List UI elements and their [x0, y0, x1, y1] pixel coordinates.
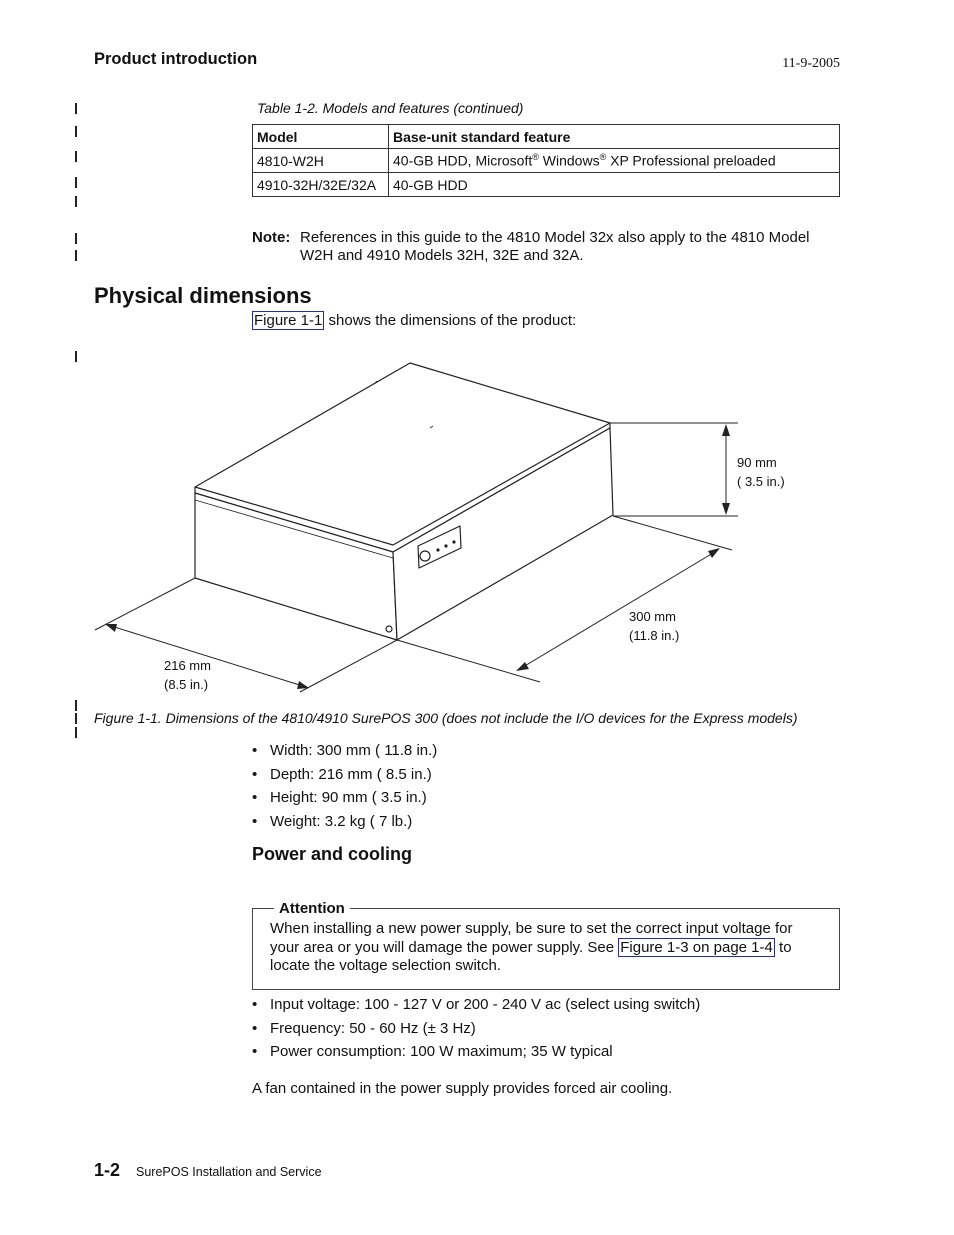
table-cell-feature: 40-GB HDD	[389, 173, 840, 197]
column-header: Model	[253, 125, 389, 149]
table-cell-feature: 40-GB HDD, Microsoft® Windows® XP Professional preloaded	[389, 149, 840, 173]
list-item: • Width: 300 mm ( 11.8 in.)	[252, 742, 437, 766]
attention-text: When installing a new power supply, be sure to set the correct input voltage for your area or you will damage the power supply. See Figure 1-3 on page 1-4 to locate the voltage selection switch.	[270, 920, 793, 974]
arrow-head	[516, 662, 529, 671]
list-item: • Weight: 3.2 kg ( 7 lb.)	[252, 813, 437, 837]
list-item: • Depth: 216 mm ( 8.5 in.)	[252, 766, 437, 790]
dimensions-list	[252, 742, 437, 836]
change-bar	[75, 713, 77, 724]
arrow-head	[297, 681, 309, 689]
change-bar	[75, 126, 77, 137]
page-number: 1-2	[94, 1160, 121, 1180]
width-mm-label: 300 mm	[629, 609, 676, 624]
attention-label: Attention	[274, 900, 350, 917]
change-bar	[75, 233, 77, 244]
width-in-label: (11.8 in.)	[629, 628, 680, 643]
models-table	[252, 124, 840, 197]
table-cell-model: 4910-32H/32E/32A	[253, 173, 389, 197]
power-list	[252, 996, 700, 1067]
running-header-section: Product introduction	[94, 50, 258, 68]
note-text: References in this guide to the 4810 Model 32x also apply to the 4810 Model W2H and 4910 Models 32H, 32E and 32A.	[300, 229, 810, 264]
table-header-row	[253, 125, 840, 149]
table-cell-model: 4810-W2H	[253, 149, 389, 173]
depth-mm-label: 216 mm	[164, 658, 211, 673]
cooling-paragraph: A fan contained in the power supply provides forced air cooling.	[252, 1080, 673, 1097]
change-bar	[75, 151, 77, 162]
list-item: • Frequency: 50 - 60 Hz (± 3 Hz)	[252, 1020, 700, 1044]
depth-in-label: (8.5 in.)	[164, 677, 209, 692]
note-label: Note:	[252, 229, 291, 246]
table-row	[253, 149, 840, 173]
figure-link[interactable]: Figure 1-1	[254, 312, 323, 329]
section-heading: Physical dimensions	[94, 283, 312, 308]
arrow-head	[722, 424, 730, 436]
footer-title: SurePOS Installation and Service	[136, 1165, 322, 1179]
arrow-head	[708, 548, 720, 558]
change-bar	[75, 103, 77, 114]
dimensions-figure	[0, 350, 954, 710]
height-mm-label: 90 mm	[737, 455, 777, 470]
running-header-date: 11-9-2005	[782, 56, 840, 71]
list-item: • Input voltage: 100 - 127 V or 200 - 240 V ac (select using switch)	[252, 996, 700, 1020]
column-header: Base-unit standard feature	[389, 125, 840, 149]
change-bar	[75, 177, 77, 188]
subsection-heading: Power and cooling	[252, 844, 413, 864]
figure-intro: Figure 1-1 shows the dimensions of the product:	[254, 312, 577, 329]
table-row	[253, 173, 840, 197]
figure-link[interactable]: Figure 1-3 on page 1-4	[620, 938, 773, 956]
change-bar	[75, 250, 77, 261]
list-item: • Height: 90 mm ( 3.5 in.)	[252, 789, 437, 813]
arrow-head	[105, 624, 117, 632]
change-bar	[75, 196, 77, 207]
figure-caption: Figure 1-1. Dimensions of the 4810/4910 SurePOS 300 (does not include the I/O devices for the Express models)	[94, 710, 798, 726]
table-caption: Table 1-2. Models and features (continued)	[257, 100, 524, 116]
change-bar	[75, 727, 77, 738]
arrow-head	[722, 503, 730, 515]
list-item: • Power consumption: 100 W maximum; 35 W typical	[252, 1043, 700, 1067]
height-in-label: ( 3.5 in.)	[737, 474, 785, 489]
